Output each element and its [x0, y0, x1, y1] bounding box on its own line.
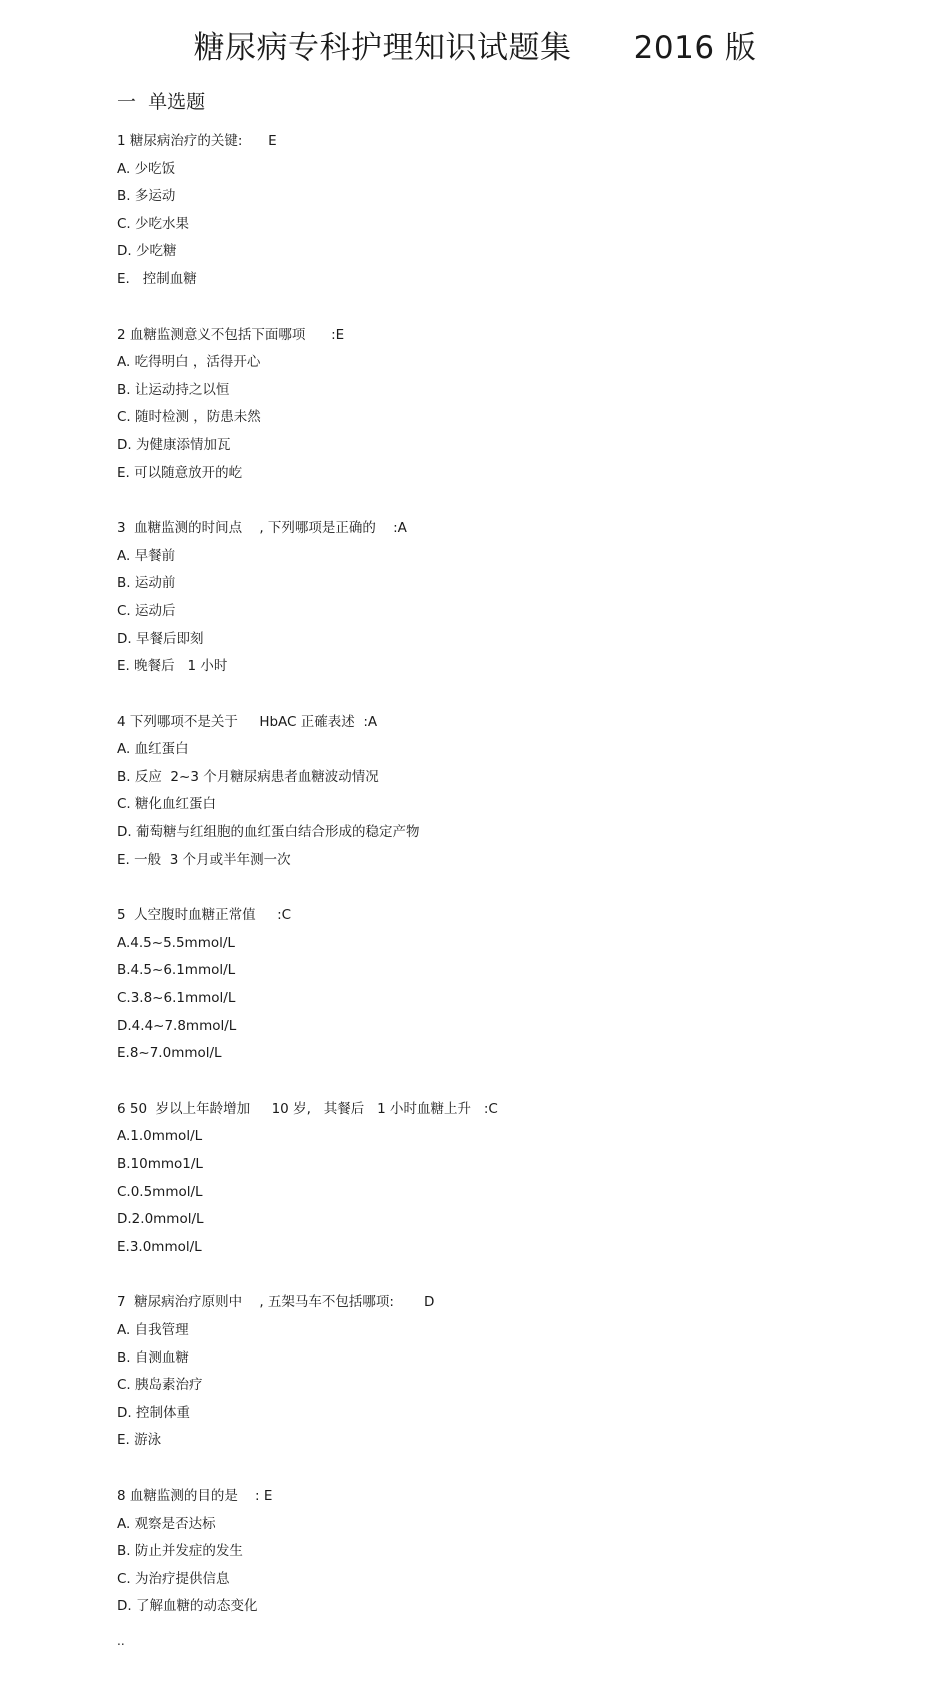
option-e: E. 一般 3 个月或半年测一次: [117, 851, 291, 868]
question-stem: 1 糖尿病治疗的关键: E: [117, 133, 277, 149]
option-e: E.3.0mmol/L: [117, 1238, 202, 1255]
option-c: C. 运动后: [117, 602, 176, 619]
section-heading: 一 单选题: [117, 91, 206, 113]
question-stem: 4 下列哪项不是关于 HbAC 正確表述 :A: [117, 713, 378, 730]
option-a: A.1.0mmol/L: [117, 1128, 203, 1145]
option-a: A. 自我管理: [117, 1321, 189, 1338]
question-stem: 3 血糖监测的时间点 , 下列哪项是正确的 :A: [117, 520, 407, 537]
question-item: [117, 709, 917, 875]
question-stem: 6 50 岁以上年龄增加 10 岁, 其餐后 1 小时血糖上升 :C: [117, 1100, 498, 1117]
option-c: C. 糖化血红蛋白: [117, 796, 217, 813]
option-c: C. 胰岛素治疗: [117, 1377, 203, 1394]
question-item: [117, 515, 917, 681]
option-e: E. 控制血糖: [117, 270, 197, 287]
option-c: C. 为治疗提供信息: [117, 1570, 230, 1587]
option-e: E. 可以随意放开的屹: [117, 464, 243, 481]
option-a: A. 少吃饭: [117, 160, 176, 177]
option-b: B. 多运动: [117, 188, 176, 205]
option-e: E. 晚餐后 1 小时: [117, 658, 228, 675]
option-d: D. 了解血糖的动态变化: [117, 1598, 258, 1615]
question-item: [117, 1483, 917, 1621]
question-stem: 5 人空腹时血糖正常值 :C: [117, 907, 292, 924]
option-a: A. 血红蛋白: [117, 741, 189, 758]
question-stem: 2 血糖监测意义不包括下面哪项 :E: [117, 326, 345, 343]
option-c: C. 随时检测 ，防患未然: [117, 409, 261, 426]
question-item: [117, 902, 917, 1068]
option-a: A. 早餐前: [117, 547, 176, 564]
question-stem: 7 糖尿病治疗原则中 , 五架马车不包括哪项: D: [117, 1294, 435, 1311]
option-d: D. 少吃糖: [117, 243, 177, 260]
question-stem: 8 血糖监测的目的是 : E: [117, 1487, 273, 1504]
option-c: C. 少吃水果: [117, 215, 190, 232]
option-d: D. 为健康添情加瓦: [117, 436, 231, 453]
option-b: B. 防止并发症的发生: [117, 1543, 243, 1560]
option-b: B. 反应 2~3 个月糖尿病患者血糖波动情况: [117, 768, 379, 785]
option-b: B. 运动前: [117, 575, 176, 592]
option-e: E.8~7.0mmol/L: [117, 1045, 222, 1062]
question-item: [117, 128, 917, 294]
option-b: B.4.5~6.1mmol/L: [117, 962, 236, 979]
option-a: A.4.5~5.5mmol/L: [117, 934, 235, 951]
trailing-mark: ..: [117, 1634, 125, 1648]
option-d: D. 控制体重: [117, 1404, 190, 1421]
option-b: B.10mmo1/L: [117, 1156, 203, 1172]
question-item: [117, 322, 917, 488]
option-e: E. 游泳: [117, 1432, 162, 1449]
option-a: A. 吃得明白 ，活得开心: [117, 354, 261, 371]
option-a: A. 观察是否达标: [117, 1515, 216, 1532]
option-d: D.2.0mmol/L: [117, 1211, 204, 1228]
option-d: D.4.4~7.8mmol/L: [117, 1017, 237, 1034]
document-title: 糖尿病专科护理知识试题集 2016 版: [193, 30, 757, 66]
option-d: D. 葡萄糖与红组胞的血红蛋白结合形成的稳定产物: [117, 824, 420, 841]
option-c: C.3.8~6.1mmol/L: [117, 990, 236, 1007]
question-item: [117, 1096, 917, 1262]
option-c: C.0.5mmol/L: [117, 1183, 203, 1200]
option-b: B. 自测血糖: [117, 1349, 189, 1366]
option-b: B. 让运动持之以恒: [117, 381, 230, 398]
question-list: [117, 128, 917, 1649]
question-item: [117, 1289, 917, 1455]
option-d: D. 早餐后即刻: [117, 630, 204, 647]
